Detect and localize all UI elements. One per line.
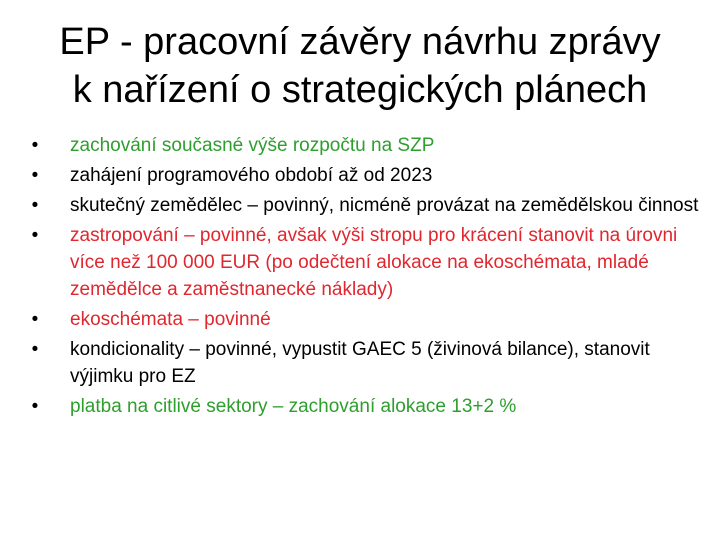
bullet-item-sensitive-sectors (24, 393, 700, 420)
bullet-dot-icon: • (31, 309, 39, 330)
bullet-text: ekoschémata – povinné (70, 309, 271, 330)
bullet-item-capping (24, 222, 700, 303)
bullet-text: zastropování – povinné, avšak výši stropu pro krácení stanovit na úrovni více než 100 000 EUR (po odečtení alokace na ekoschémata, mladé zemědělce a zaměstnanecké náklady) (70, 225, 678, 300)
bullet-dot-icon: • (31, 339, 39, 360)
bullet-dot-icon: • (31, 165, 39, 186)
bullet-text: kondicionality – povinné, vypustit GAEC 5 (živinová bilance), stanovit výjimku pro EZ (70, 339, 650, 387)
bullet-list (24, 132, 700, 423)
bullet-text: zahájení programového období až od 2023 (70, 165, 433, 186)
bullet-item-budget (24, 132, 700, 159)
bullet-dot-icon: • (31, 225, 39, 246)
bullet-item-eco-schemes (24, 306, 700, 333)
bullet-dot-icon: • (31, 135, 39, 156)
title-line-2: k nařízení o strategických plánech (72, 69, 648, 111)
slide-title (20, 18, 700, 114)
bullet-text: zachování současné výše rozpočtu na SZP (70, 135, 435, 156)
title-line-1: EP - pracovní závěry návrhu zprávy (59, 21, 661, 63)
bullet-text: skutečný zemědělec – povinný, nicméně provázat na zemědělskou činnost (70, 195, 699, 216)
bullet-item-conditionality (24, 336, 700, 390)
bullet-text: platba na citlivé sektory – zachování alokace 13+2 % (70, 396, 517, 417)
bullet-dot-icon: • (31, 195, 39, 216)
bullet-item-genuine-farmer (24, 192, 700, 219)
bullet-dot-icon: • (31, 396, 39, 417)
bullet-item-programme-start (24, 162, 700, 189)
